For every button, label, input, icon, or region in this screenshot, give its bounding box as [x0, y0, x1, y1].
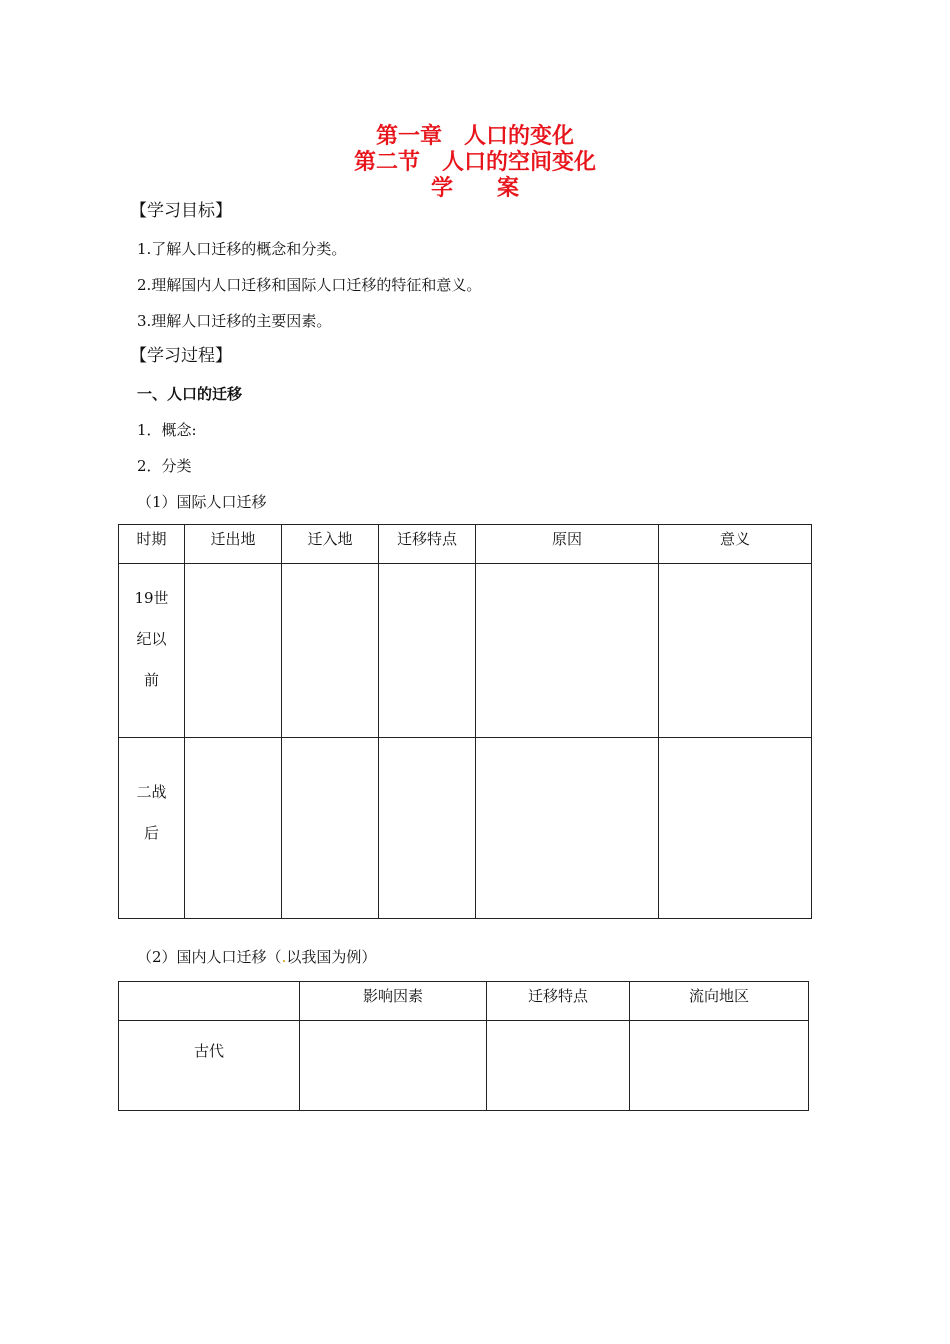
- domestic-migration-label: [137, 947, 376, 967]
- header-cell: 迁入地: [282, 525, 379, 564]
- answer-cell[interactable]: [300, 1021, 487, 1111]
- table-header-row: [119, 525, 812, 564]
- label-suffix: 以我国为例）: [286, 948, 377, 966]
- header-cell: [119, 982, 300, 1021]
- process-heading: 【学习过程】: [130, 346, 232, 366]
- answer-cell[interactable]: [476, 738, 659, 919]
- period-text-line: 后: [143, 824, 159, 842]
- header-cell: 流向地区: [630, 982, 809, 1021]
- answer-cell[interactable]: [185, 564, 282, 738]
- table-row: [119, 1021, 809, 1111]
- answer-cell[interactable]: [659, 738, 812, 919]
- answer-cell[interactable]: [282, 564, 379, 738]
- header-cell: 迁移特点: [379, 525, 476, 564]
- international-migration-label: （1）国际人口迁移: [137, 493, 267, 511]
- table-row: [119, 738, 812, 919]
- period-text-line: 19世: [134, 589, 169, 607]
- label-prefix: （2）国内人口迁移（: [137, 948, 282, 966]
- goals-heading: 【学习目标】: [130, 201, 232, 221]
- stray-dot: .: [281, 948, 287, 966]
- answer-cell[interactable]: [630, 1021, 809, 1111]
- goal-item: 3.理解人口迁移的主要因素。: [137, 312, 332, 330]
- answer-cell[interactable]: [476, 564, 659, 738]
- goal-item: 1.了解人口迁移的概念和分类。: [137, 240, 347, 258]
- answer-cell[interactable]: [659, 564, 812, 738]
- period-text-line: 前: [143, 671, 159, 689]
- chapter-title: 第一章 人口的变化: [375, 124, 574, 149]
- header-cell: 时期: [119, 525, 185, 564]
- period-cell: 古代: [119, 1021, 300, 1111]
- section-title: 第二节 人口的空间变化: [353, 150, 596, 175]
- header-cell: 影响因素: [300, 982, 487, 1021]
- answer-cell[interactable]: [282, 738, 379, 919]
- period-text-line: 二战: [136, 783, 167, 801]
- concept-item: 1．概念:: [137, 421, 197, 439]
- international-migration-table: [118, 524, 812, 919]
- answer-cell[interactable]: [185, 738, 282, 919]
- answer-cell[interactable]: [487, 1021, 630, 1111]
- header-cell: 意义: [659, 525, 812, 564]
- classification-item: 2．分类: [137, 457, 192, 475]
- answer-cell[interactable]: [379, 564, 476, 738]
- header-cell: 迁出地: [185, 525, 282, 564]
- goal-item: 2.理解国内人口迁移和国际人口迁移的特征和意义。: [137, 276, 482, 294]
- table-row: [119, 564, 812, 738]
- header-cell: 迁移特点: [487, 982, 630, 1021]
- domestic-migration-table: [118, 981, 809, 1111]
- header-cell: 原因: [476, 525, 659, 564]
- document-type-title: 学 案: [430, 176, 519, 201]
- period-text-line: 纪以: [136, 630, 167, 648]
- period-cell: [119, 564, 185, 738]
- period-cell: [119, 738, 185, 919]
- answer-cell[interactable]: [379, 738, 476, 919]
- section-heading: 一、人口的迁移: [137, 385, 243, 403]
- table-header-row: [119, 982, 809, 1021]
